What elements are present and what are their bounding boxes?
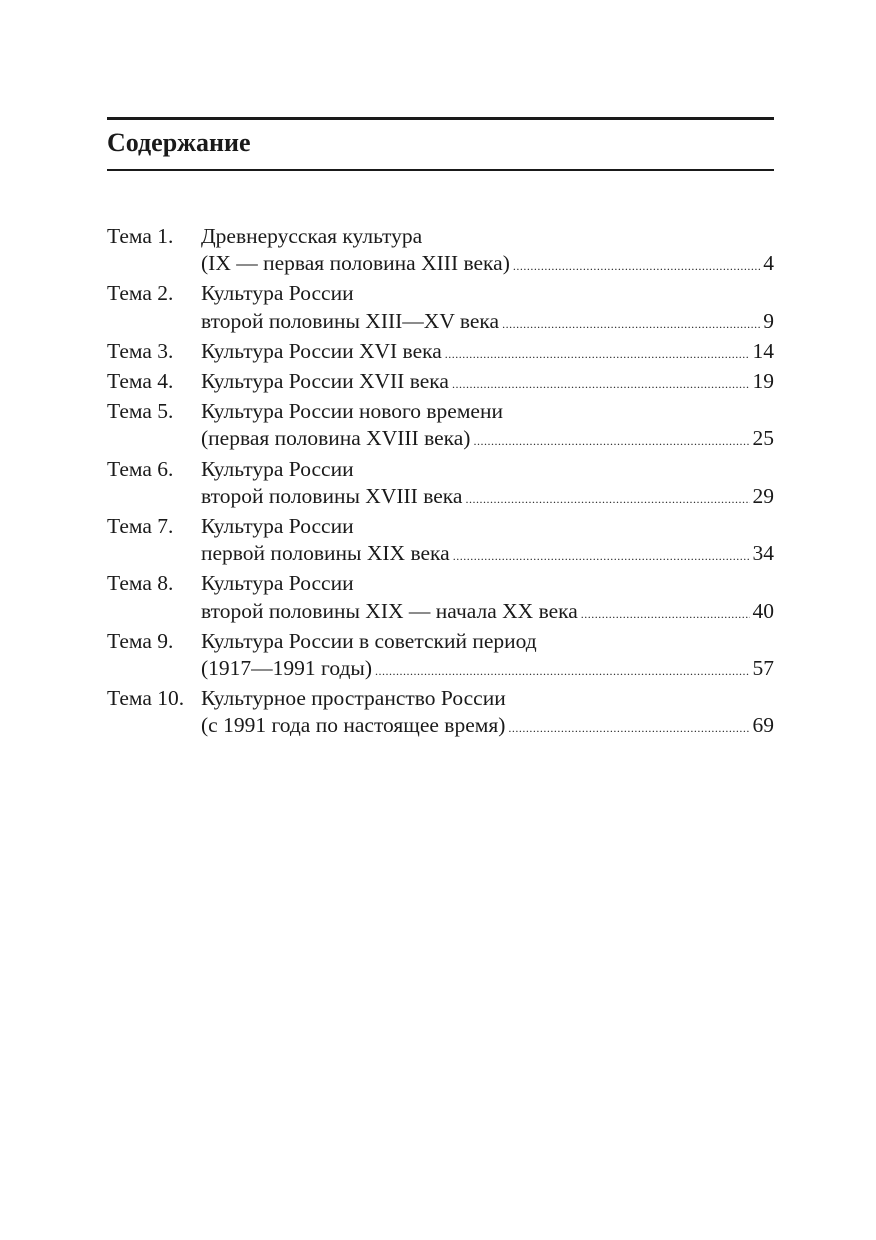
- toc-page-number: 4: [763, 251, 774, 276]
- toc-page-number: 34: [752, 541, 774, 566]
- dot-leader: [513, 253, 760, 280]
- toc-entry-title-line: первой половины XIX века: [201, 541, 450, 566]
- toc-entry-title-line: (IX — первая половина XIII века): [201, 251, 510, 276]
- toc-entry-title-line: Культура России XVII века: [201, 369, 449, 394]
- toc-entry-label: Тема 8.: [107, 571, 174, 596]
- toc-entry[interactable]: [107, 398, 774, 455]
- toc-entry-title-line: Культура России: [201, 281, 354, 306]
- toc-entry-title-line: Культурное пространство России: [201, 686, 506, 711]
- toc-entry[interactable]: [107, 280, 774, 337]
- toc-entry-label: Тема 6.: [107, 456, 174, 481]
- toc-entry[interactable]: [107, 685, 774, 742]
- toc-page-number: 19: [752, 369, 774, 394]
- toc-entry[interactable]: [107, 628, 774, 685]
- toc-entry[interactable]: [107, 223, 774, 280]
- toc-entry[interactable]: [107, 368, 774, 398]
- top-rule: [107, 117, 774, 120]
- bottom-rule: [107, 169, 774, 171]
- toc-entry-title-line: Культура России XVI века: [201, 338, 442, 363]
- toc-page-number: 29: [752, 483, 774, 508]
- table-of-contents: [107, 223, 774, 743]
- toc-entry-title-line: Культура России нового времени: [201, 399, 503, 424]
- toc-entry-title-line: второй половины XIII—XV века: [201, 308, 500, 333]
- toc-entry-label: Тема 3.: [107, 338, 174, 363]
- toc-entry-label: Тема 4.: [107, 369, 174, 394]
- toc-entry-title-line: (первая половина XVIII века): [201, 426, 471, 451]
- toc-entry[interactable]: [107, 513, 774, 570]
- toc-page-number: 9: [763, 308, 774, 333]
- toc-entry[interactable]: [107, 570, 774, 627]
- dot-leader: [465, 486, 749, 513]
- toc-entry[interactable]: [107, 456, 774, 513]
- dot-leader: [508, 715, 749, 742]
- toc-entry-title-line: (с 1991 года по настоящее время): [201, 713, 506, 738]
- toc-entry-final-line: [201, 712, 774, 742]
- toc-page-number: 25: [752, 426, 774, 451]
- dot-leader: [445, 341, 750, 368]
- toc-entry-label: Тема 1.: [107, 224, 174, 248]
- toc-page-number: 14: [752, 338, 774, 363]
- toc-entry-final-line: [201, 338, 774, 368]
- toc-entry-title-line: Древнерусская культура: [201, 224, 423, 248]
- page-title: Содержание: [107, 128, 251, 157]
- dot-leader: [375, 658, 750, 685]
- toc-entry-title-line: Культура России: [201, 456, 354, 481]
- toc-entry-final-line: [201, 368, 774, 398]
- toc-entry-label: Тема 10.: [107, 686, 185, 711]
- toc-page-number: 40: [752, 598, 774, 623]
- toc-entry-final-line: [201, 308, 774, 338]
- toc-entry-final-line: [201, 598, 774, 628]
- toc-entry-final-line: [201, 425, 774, 455]
- toc-entry-label: Тема 9.: [107, 628, 174, 653]
- toc-entry-label: Тема 2.: [107, 281, 174, 306]
- dot-leader: [581, 601, 750, 628]
- toc-entry-title-line: второй половины XVIII века: [201, 483, 463, 508]
- toc-entry-final-line: [201, 250, 774, 280]
- toc-entry-title-line: второй половины XIX — начала XX века: [201, 598, 578, 623]
- toc-entry[interactable]: [107, 338, 774, 368]
- toc-entry-final-line: [201, 483, 774, 513]
- toc-page-number: 69: [752, 713, 774, 738]
- toc-entry-final-line: [201, 655, 774, 685]
- toc-entry-title-line: Культура России в советский период: [201, 628, 537, 653]
- toc-entry-label: Тема 7.: [107, 514, 174, 539]
- toc-entry-title-line: (1917—1991 годы): [201, 656, 372, 681]
- dot-leader: [452, 371, 750, 398]
- toc-entry-final-line: [201, 540, 774, 570]
- dot-leader: [502, 311, 760, 338]
- dot-leader: [453, 543, 750, 570]
- toc-entry-label: Тема 5.: [107, 399, 174, 424]
- toc-entry-title-line: Культура России: [201, 514, 354, 539]
- dot-leader: [473, 428, 749, 455]
- toc-entry-title-line: Культура России: [201, 571, 354, 596]
- toc-page-number: 57: [752, 656, 774, 681]
